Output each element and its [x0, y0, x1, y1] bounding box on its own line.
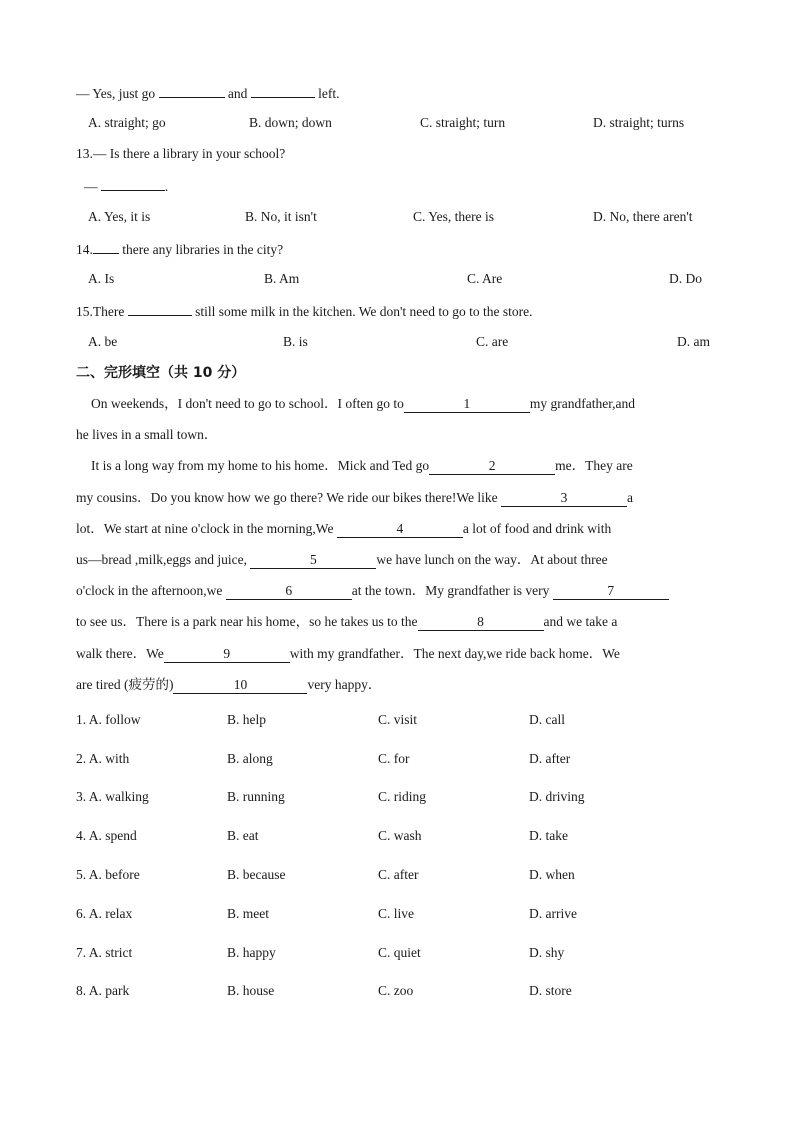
q14-number: 14.	[76, 242, 93, 257]
q13-dash: —	[84, 179, 98, 194]
q12-stem-part: and	[227, 86, 248, 101]
passage-line	[76, 551, 608, 569]
choice-5-c[interactable]: C. after	[378, 867, 419, 882]
cloze-blank-3[interactable]: 3	[501, 490, 627, 507]
q12-stem-part: — Yes, just go	[76, 86, 156, 101]
q15-stem	[76, 301, 533, 321]
cloze-blank-1[interactable]: 1	[404, 396, 530, 413]
passage-text: On weekends，I don't need to go to school．I often go to	[91, 396, 404, 411]
q15-text: 15.There	[76, 304, 125, 319]
choice-5-d[interactable]: D. when	[529, 867, 575, 882]
passage-text: lot．We start at nine o'clock in the morning,We	[76, 521, 334, 536]
answer-blank[interactable]	[93, 239, 119, 254]
q12-option-a[interactable]: A. straight; go	[88, 115, 166, 130]
q13-stem: 13.— Is there a library in your school?	[76, 146, 286, 161]
cloze-blank-9[interactable]: 9	[164, 646, 290, 663]
q15-option-d[interactable]: D. am	[677, 334, 710, 349]
choice-8-a[interactable]: 8. A. park	[76, 983, 130, 998]
choice-4-b[interactable]: B. eat	[227, 828, 259, 843]
choice-7-c[interactable]: C. quiet	[378, 945, 421, 960]
cloze-blank-6[interactable]: 6	[226, 583, 352, 600]
passage-text: to see us．There is a park near his home，so he takes us to the	[76, 614, 418, 629]
choice-3-b[interactable]: B. running	[227, 789, 285, 804]
choice-2-b[interactable]: B. along	[227, 751, 273, 766]
choice-1-d[interactable]: D. call	[529, 712, 565, 727]
q15-option-c[interactable]: C. are	[476, 334, 509, 349]
q12-option-b[interactable]: B. down; down	[249, 115, 332, 130]
cloze-blank-8[interactable]: 8	[418, 614, 544, 631]
passage-text: with my grandfather．The next day,we ride back home．We	[289, 646, 620, 661]
q13-option-a[interactable]: A. Yes, it is	[88, 209, 151, 224]
passage-text: very happy．	[307, 677, 382, 692]
answer-blank[interactable]	[159, 83, 225, 98]
passage-line	[91, 457, 633, 475]
passage-text: a	[626, 490, 633, 505]
cloze-blank-2[interactable]: 2	[429, 458, 555, 475]
q13-answer-line	[84, 176, 168, 196]
answer-blank[interactable]	[101, 176, 165, 191]
choice-1-a[interactable]: 1. A. follow	[76, 712, 141, 727]
passage-line	[76, 520, 611, 538]
choice-2-a[interactable]: 2. A. with	[76, 751, 130, 766]
choice-3-d[interactable]: D. driving	[529, 789, 585, 804]
choice-8-c[interactable]: C. zoo	[378, 983, 414, 998]
passage-line	[76, 613, 617, 631]
choice-6-a[interactable]: 6. A. relax	[76, 906, 133, 921]
cloze-blank-10[interactable]: 10	[173, 677, 307, 694]
choice-6-b[interactable]: B. meet	[227, 906, 269, 921]
passage-line	[76, 489, 633, 507]
passage-text: at the town．My grandfather is very	[351, 583, 550, 598]
passage-text: and we take a	[543, 614, 618, 629]
choice-1-b[interactable]: B. help	[227, 712, 266, 727]
passage-text: a lot of food and drink with	[462, 521, 612, 536]
choice-7-a[interactable]: 7. A. strict	[76, 945, 133, 960]
cloze-blank-7[interactable]: 7	[553, 583, 669, 600]
choice-8-b[interactable]: B. house	[227, 983, 275, 998]
passage-text: us—bread ,milk,eggs and juice,	[76, 552, 247, 567]
q12-stem-part: left.	[318, 86, 340, 101]
choice-4-c[interactable]: C. wash	[378, 828, 422, 843]
answer-blank[interactable]	[251, 83, 315, 98]
q13-option-d[interactable]: D. No, there aren't	[593, 209, 693, 224]
passage-text: me．They are	[555, 458, 633, 473]
choice-7-d[interactable]: D. shy	[529, 945, 565, 960]
passage-text: o'clock in the afternoon,we	[76, 583, 223, 598]
q14-option-b[interactable]: B. Am	[264, 271, 300, 286]
choice-3-c[interactable]: C. riding	[378, 789, 427, 804]
q12-stem	[76, 83, 340, 103]
choice-5-a[interactable]: 5. A. before	[76, 867, 140, 882]
q14-option-d[interactable]: D. Do	[669, 271, 702, 286]
q14-option-c[interactable]: C. Are	[467, 271, 503, 286]
passage-line: he lives in a small town．	[76, 427, 218, 442]
q13-option-b[interactable]: B. No, it isn't	[245, 209, 317, 224]
choice-3-a[interactable]: 3. A. walking	[76, 789, 149, 804]
section-heading-cloze: 二、完形填空（共 10 分）	[76, 365, 246, 381]
choice-6-d[interactable]: D. arrive	[529, 906, 577, 921]
passage-text: we have lunch on the way．At about three	[376, 552, 608, 567]
choice-6-c[interactable]: C. live	[378, 906, 414, 921]
cloze-blank-5[interactable]: 5	[250, 552, 376, 569]
q12-option-c[interactable]: C. straight; turn	[420, 115, 506, 130]
q14-text: there any libraries in the city?	[122, 242, 284, 257]
q15-option-a[interactable]: A. be	[88, 334, 118, 349]
q14-stem	[76, 239, 283, 259]
choice-7-b[interactable]: B. happy	[227, 945, 276, 960]
passage-line	[76, 676, 381, 694]
choice-2-d[interactable]: D. after	[529, 751, 571, 766]
answer-blank[interactable]	[128, 301, 192, 316]
choice-4-a[interactable]: 4. A. spend	[76, 828, 137, 843]
q15-option-b[interactable]: B. is	[283, 334, 308, 349]
passage-line	[76, 645, 620, 663]
choice-4-d[interactable]: D. take	[529, 828, 568, 843]
q15-text: still some milk in the kitchen. We don't need to go to the store.	[195, 304, 533, 319]
q13-option-c[interactable]: C. Yes, there is	[413, 209, 495, 224]
passage-text: are tired (疲劳的)	[76, 677, 174, 692]
cloze-blank-4[interactable]: 4	[337, 521, 463, 538]
q12-option-d[interactable]: D. straight; turns	[593, 115, 685, 130]
choice-1-c[interactable]: C. visit	[378, 712, 418, 727]
q14-option-a[interactable]: A. Is	[88, 271, 115, 286]
passage-line	[91, 395, 635, 413]
passage-text: my grandfather,and	[529, 396, 636, 411]
choice-8-d[interactable]: D. store	[529, 983, 572, 998]
q13-period: .	[164, 179, 169, 194]
passage-text: walk there．We	[76, 646, 164, 661]
passage-line	[76, 582, 669, 600]
passage-text: It is a long way from my home to his home．Mick and Ted go	[91, 458, 430, 473]
choice-5-b[interactable]: B. because	[227, 867, 286, 882]
choice-2-c[interactable]: C. for	[378, 751, 410, 766]
passage-text: my cousins．Do you know how we go there? We ride our bikes there!We like	[76, 490, 498, 505]
